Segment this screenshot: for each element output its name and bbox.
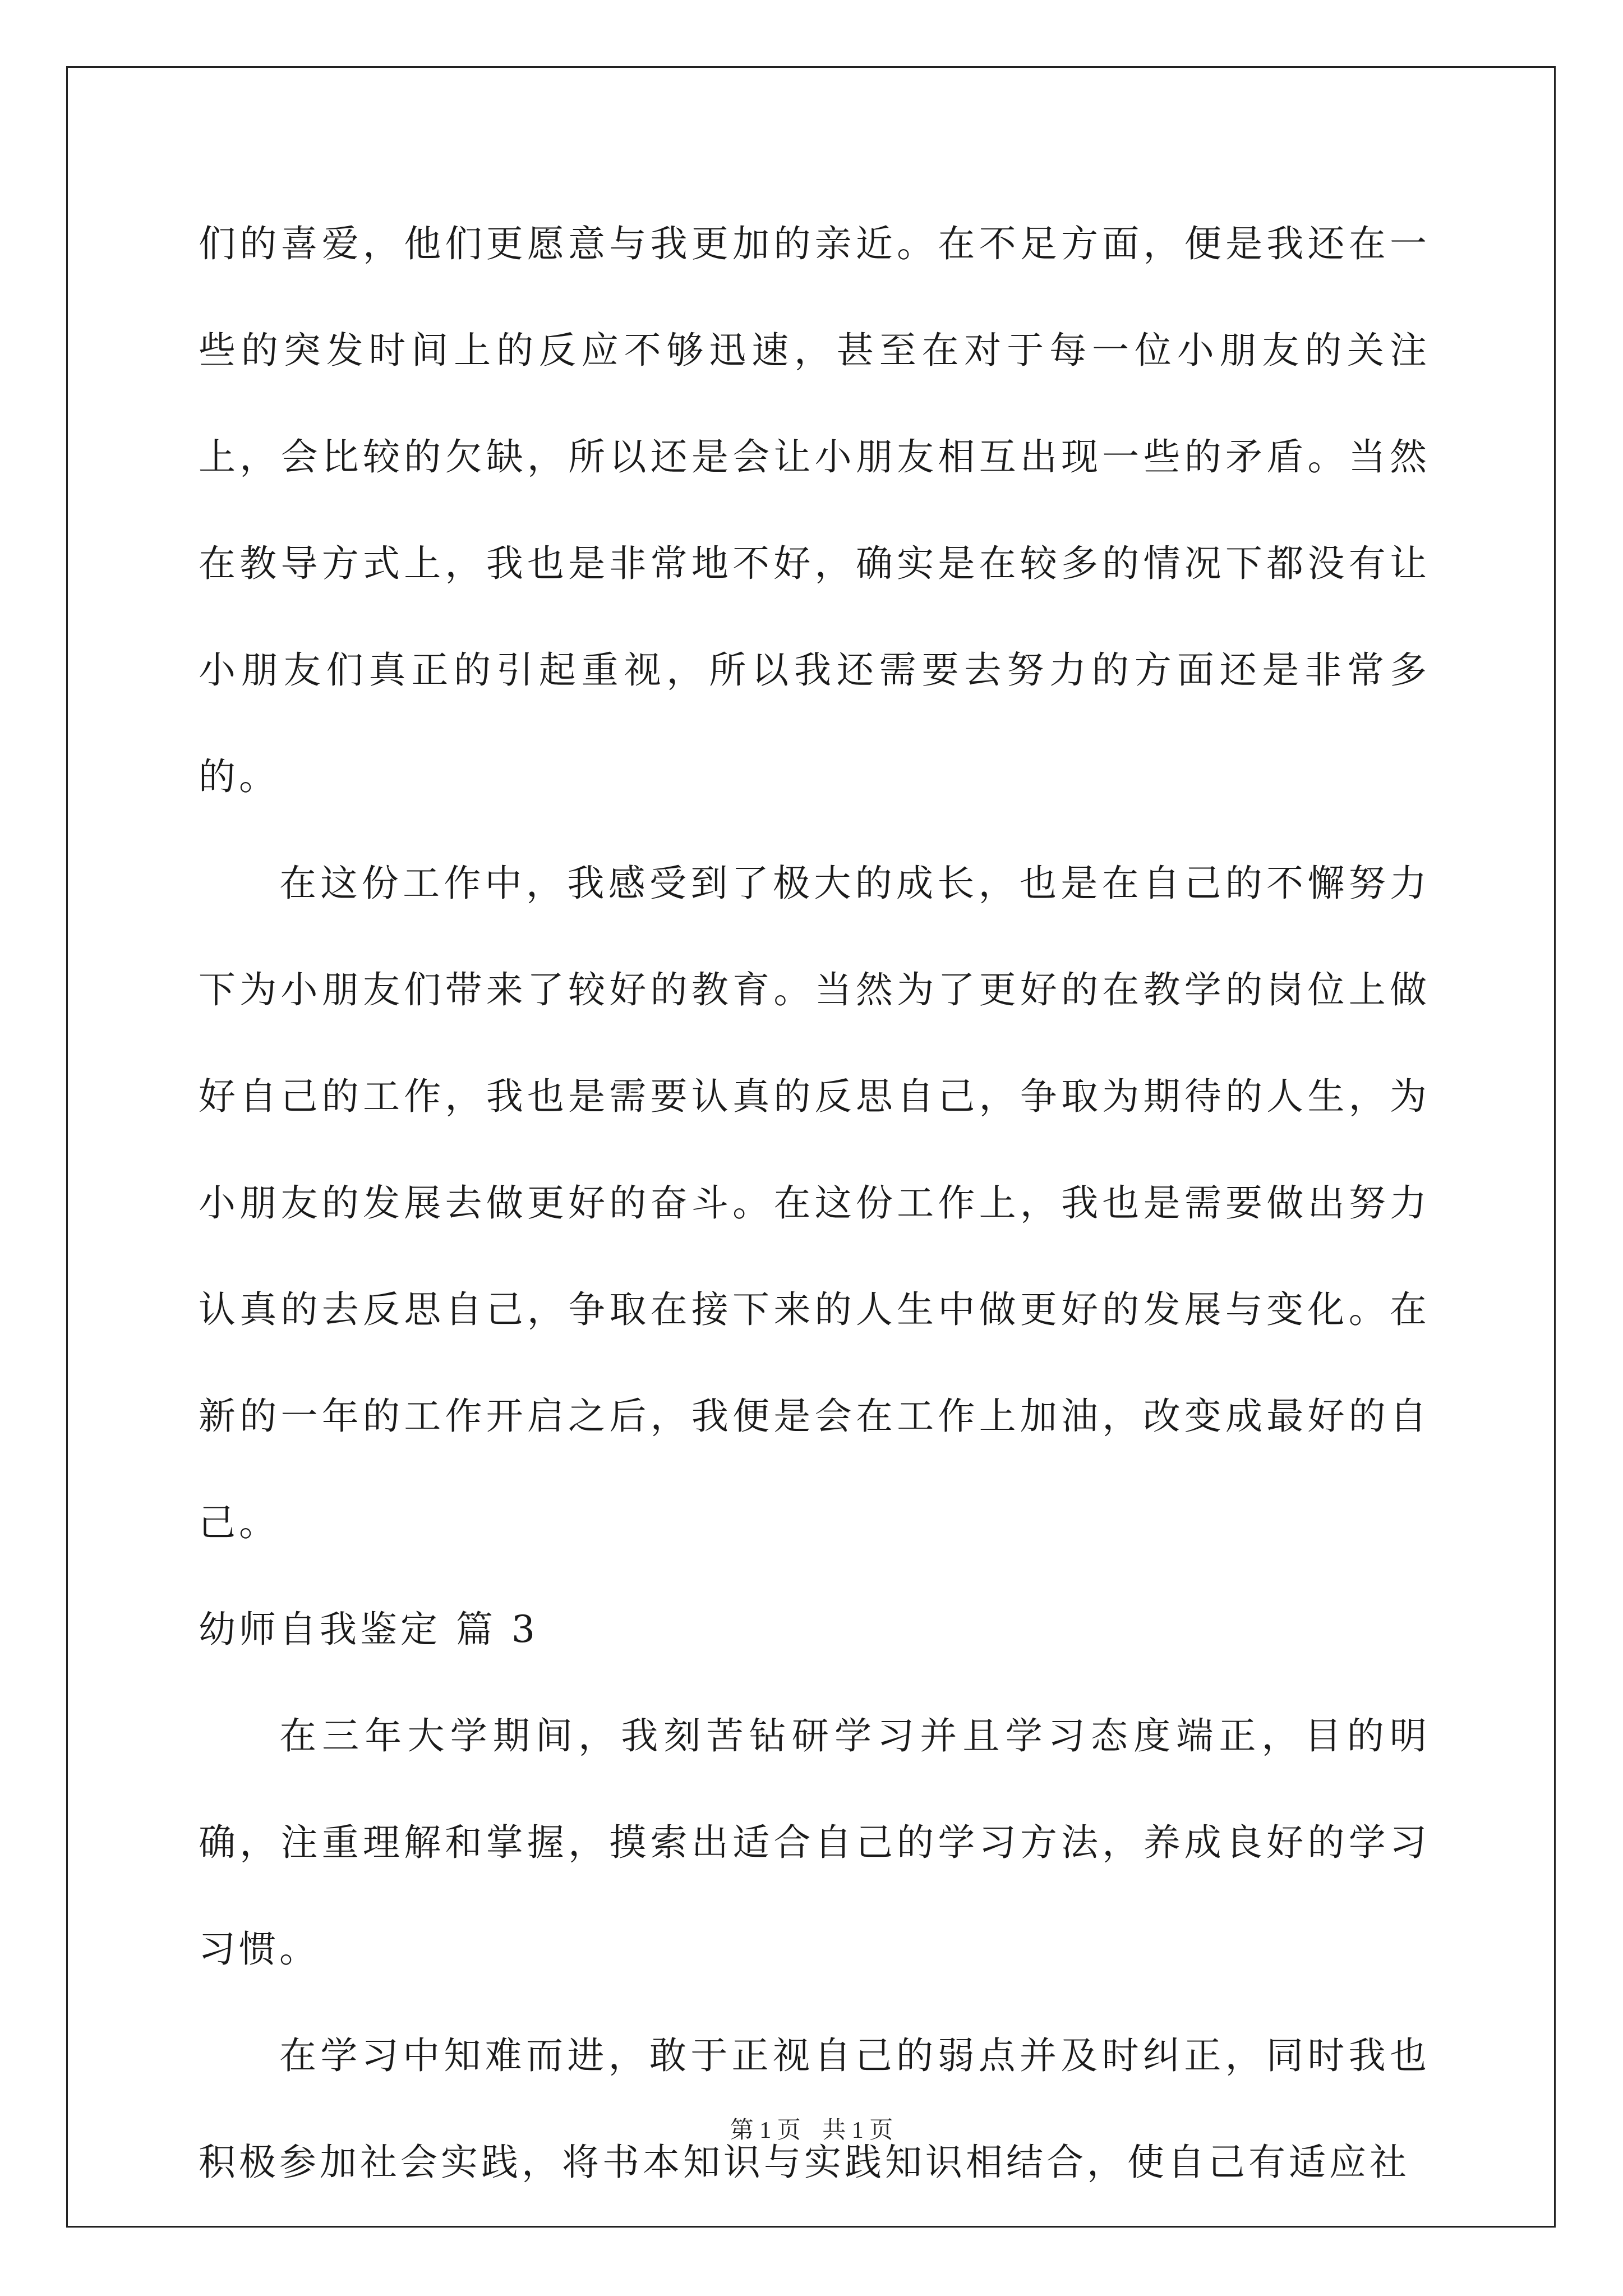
page-number: 第 1 页 xyxy=(730,2118,801,2143)
paragraph-3: 在三年大学期间，我刻苦钻研学习并且学习态度端正，目的明确，注重理解和掌握，摸索出适合自己的学习方法，养成良好的学习习惯。 xyxy=(199,1714,1430,1971)
paragraph-4: 在学习中知难而进，敢于正视自己的弱点并及时纠正，同时我也积极参加社会实践，将书本知识与实践知识相结合，使自己有适应社 xyxy=(199,2034,1430,2184)
paragraph-2: 在这份工作中，我感受到了极大的成长，也是在自己的不懈努力下为小朋友们带来了较好的教育。当然为了更好的在教学的岗位上做好自己的工作，我也是需要认真的反思自己，争取为期待的人生，为小朋友的发展去做更好的奋斗。在这份工作上，我也是需要做出努力认真的去反思自己，争取在接下来的人生中做更好的发展与变化。在新的一年的工作开启之后，我便是会在工作上加油，改变成最好的自己。 xyxy=(199,862,1430,1544)
document-body xyxy=(199,191,1430,2216)
page-footer xyxy=(0,2114,1623,2147)
paragraph-1: 们的喜爱，他们更愿意与我更加的亲近。在不足方面，便是我还在一些的突发时间上的反应不够迅速，甚至在对于每一位小朋友的关注上，会比较的欠缺，所以还是会让小朋友相互出现一些的矛盾。当然在教导方式上，我也是非常地不好，确实是在较多的情况下都没有让小朋友们真正的引起重视，所以我还需要去努力的方面还是非常多的。 xyxy=(199,222,1430,798)
section-heading: 幼师自我鉴定 篇 3 xyxy=(199,1608,538,1651)
page-total: 共 1 页 xyxy=(822,2118,893,2143)
